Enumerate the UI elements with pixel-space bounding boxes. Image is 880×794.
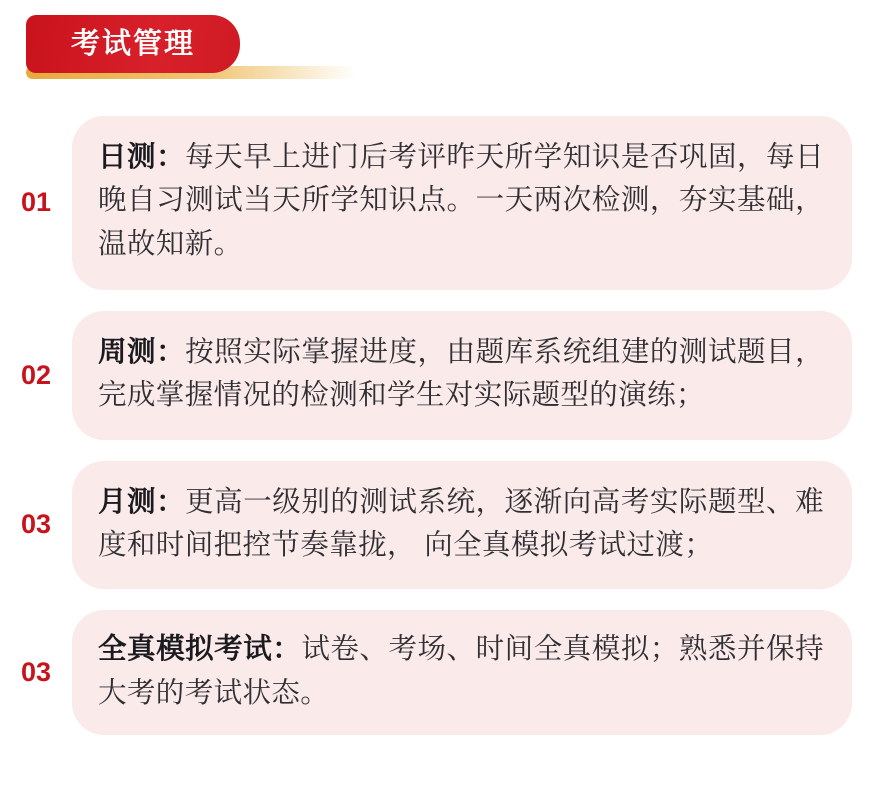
header: [0, 0, 880, 96]
header-badge: [26, 15, 240, 73]
item-lead-label: 周测：: [98, 335, 186, 368]
exam-item-list: [0, 116, 880, 735]
item-lead-label: 月测：: [98, 485, 186, 518]
item-card: [72, 116, 852, 290]
item-text: [98, 481, 824, 568]
item-text: [98, 628, 824, 715]
item-card: [72, 461, 852, 590]
item-lead-label: 日测：: [98, 141, 186, 173]
item-body-text: 每天早上进门后考评昨天所学知识是否巩固，每日晚自习测试当天所学知识点。一天两次检测，夯实基础，温故知新。: [98, 141, 824, 260]
item-text: [98, 331, 824, 418]
item-body-text: 更高一级别的测试系统，逐渐向高考实际题型、难度和时间把控节奏靠拢， 向全真模拟考试过渡；: [98, 485, 824, 561]
item-number: 03: [20, 657, 52, 687]
item-body-text: 试卷、考场、时间全真模拟；熟悉并保持大考的考试状态。: [98, 633, 824, 709]
item-card: [72, 610, 852, 735]
item-lead-label: 全真模拟考试：: [98, 633, 302, 666]
item-card: [72, 311, 852, 440]
item-body-text: 按照实际掌握进度，由题库系统组建的测试题目，完成掌握情况的检测和学生对实际题型的演练；: [98, 335, 824, 412]
item-number: 02: [20, 359, 52, 390]
list-item: [0, 610, 880, 735]
list-item: [0, 461, 880, 590]
list-item: [0, 116, 880, 290]
item-number: 01: [20, 187, 52, 218]
item-text: [98, 136, 824, 266]
page-title: 考试管理: [70, 27, 195, 60]
list-item: [0, 311, 880, 440]
item-number: 03: [20, 509, 52, 540]
